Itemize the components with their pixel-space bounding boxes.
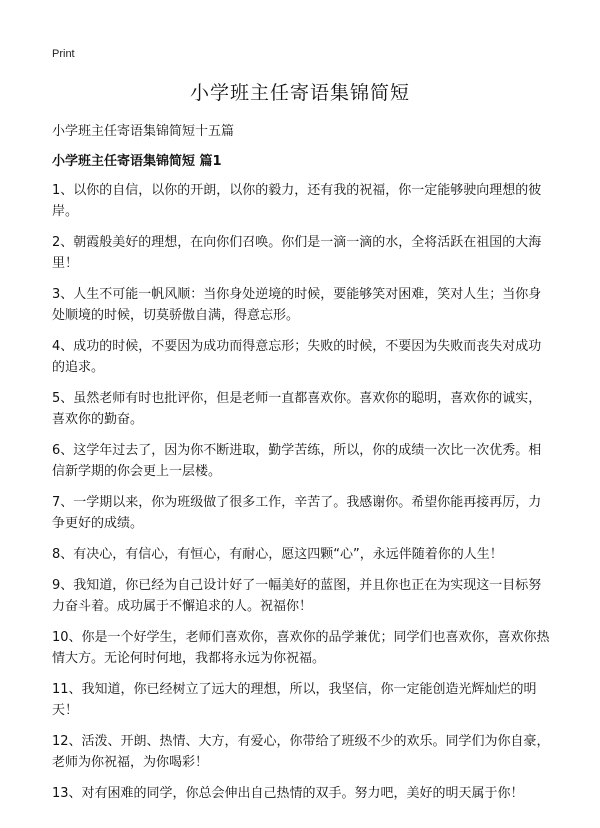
message-item-13: 13、对有困难的同学，你总会伸出自己热情的双手。努力吧，美好的明天属于你！ — [52, 786, 524, 801]
message-item-8: 8、有决心，有信心，有恒心，有耐心，愿这四颗“心”，永远伴随着你的人生！ — [52, 547, 503, 562]
message-item-11: 11、我知道，你已经树立了远大的理想，所以，我坚信，你一定能创造光辉灿烂的明天！ — [52, 682, 537, 718]
message-item-10: 10、你是一个好学生，老师们喜欢你，喜欢你的品学兼优；同学们也喜欢你，喜欢你热情大方。无论何时何地，我都将永远为你祝福。 — [52, 630, 550, 666]
message-item-12: 12、活泼、开朗、热情、大方，有爱心，你带给了班级不少的欢乐。同学们为你自豪，老师为你祝福，为你喝彩！ — [52, 734, 550, 770]
message-item-5: 5、虽然老师有时也批评你，但是老师一直都喜欢你。喜欢你的聪明，喜欢你的诚实，喜欢你的勤奋。 — [52, 391, 542, 427]
section-heading: 小学班主任寄语集锦简短 篇1 — [52, 154, 222, 169]
message-item-1: 1、以你的自信，以你的开朗，以你的毅力，还有我的祝福，你一定能够驶向理想的彼岸。 — [52, 183, 542, 219]
document-subtitle: 小学班主任寄语集锦简短十五篇 — [52, 124, 235, 139]
message-item-4: 4、成功的时候，不要因为成功而得意忘形；失败的时候，不要因为失败而丧失对成功的追求。 — [52, 339, 542, 375]
message-item-2: 2、朝霞般美好的理想，在向你们召唤。你们是一滴一滴的水，全将活跃在祖国的大海里！ — [52, 235, 542, 271]
message-item-6: 6、这学年过去了，因为你不断进取，勤学苦练，所以，你的成绩一次比一次优秀。相信新学期的你会更上一层楼。 — [52, 443, 542, 479]
message-item-9: 9、我知道，你已经为自己设计好了一幅美好的蓝图，并且你也正在为实现这一目标努力奋斗着。成功属于不懈追求的人。祝福你！ — [52, 578, 542, 614]
print-link[interactable]: Print — [52, 48, 75, 60]
message-list — [52, 180, 552, 814]
page-title: 小学班主任寄语集锦简短 — [189, 82, 410, 104]
message-item-7: 7、一学期以来，你为班级做了很多工作，辛苦了。我感谢你。希望你能再接再厉，力争更好的成绩。 — [52, 495, 542, 531]
message-item-3: 3、人生不可能一帆风顺：当你身处逆境的时候，要能够笑对困难，笑对人生；当你身处顺境的时候，切莫骄傲自满，得意忘形。 — [52, 287, 542, 323]
